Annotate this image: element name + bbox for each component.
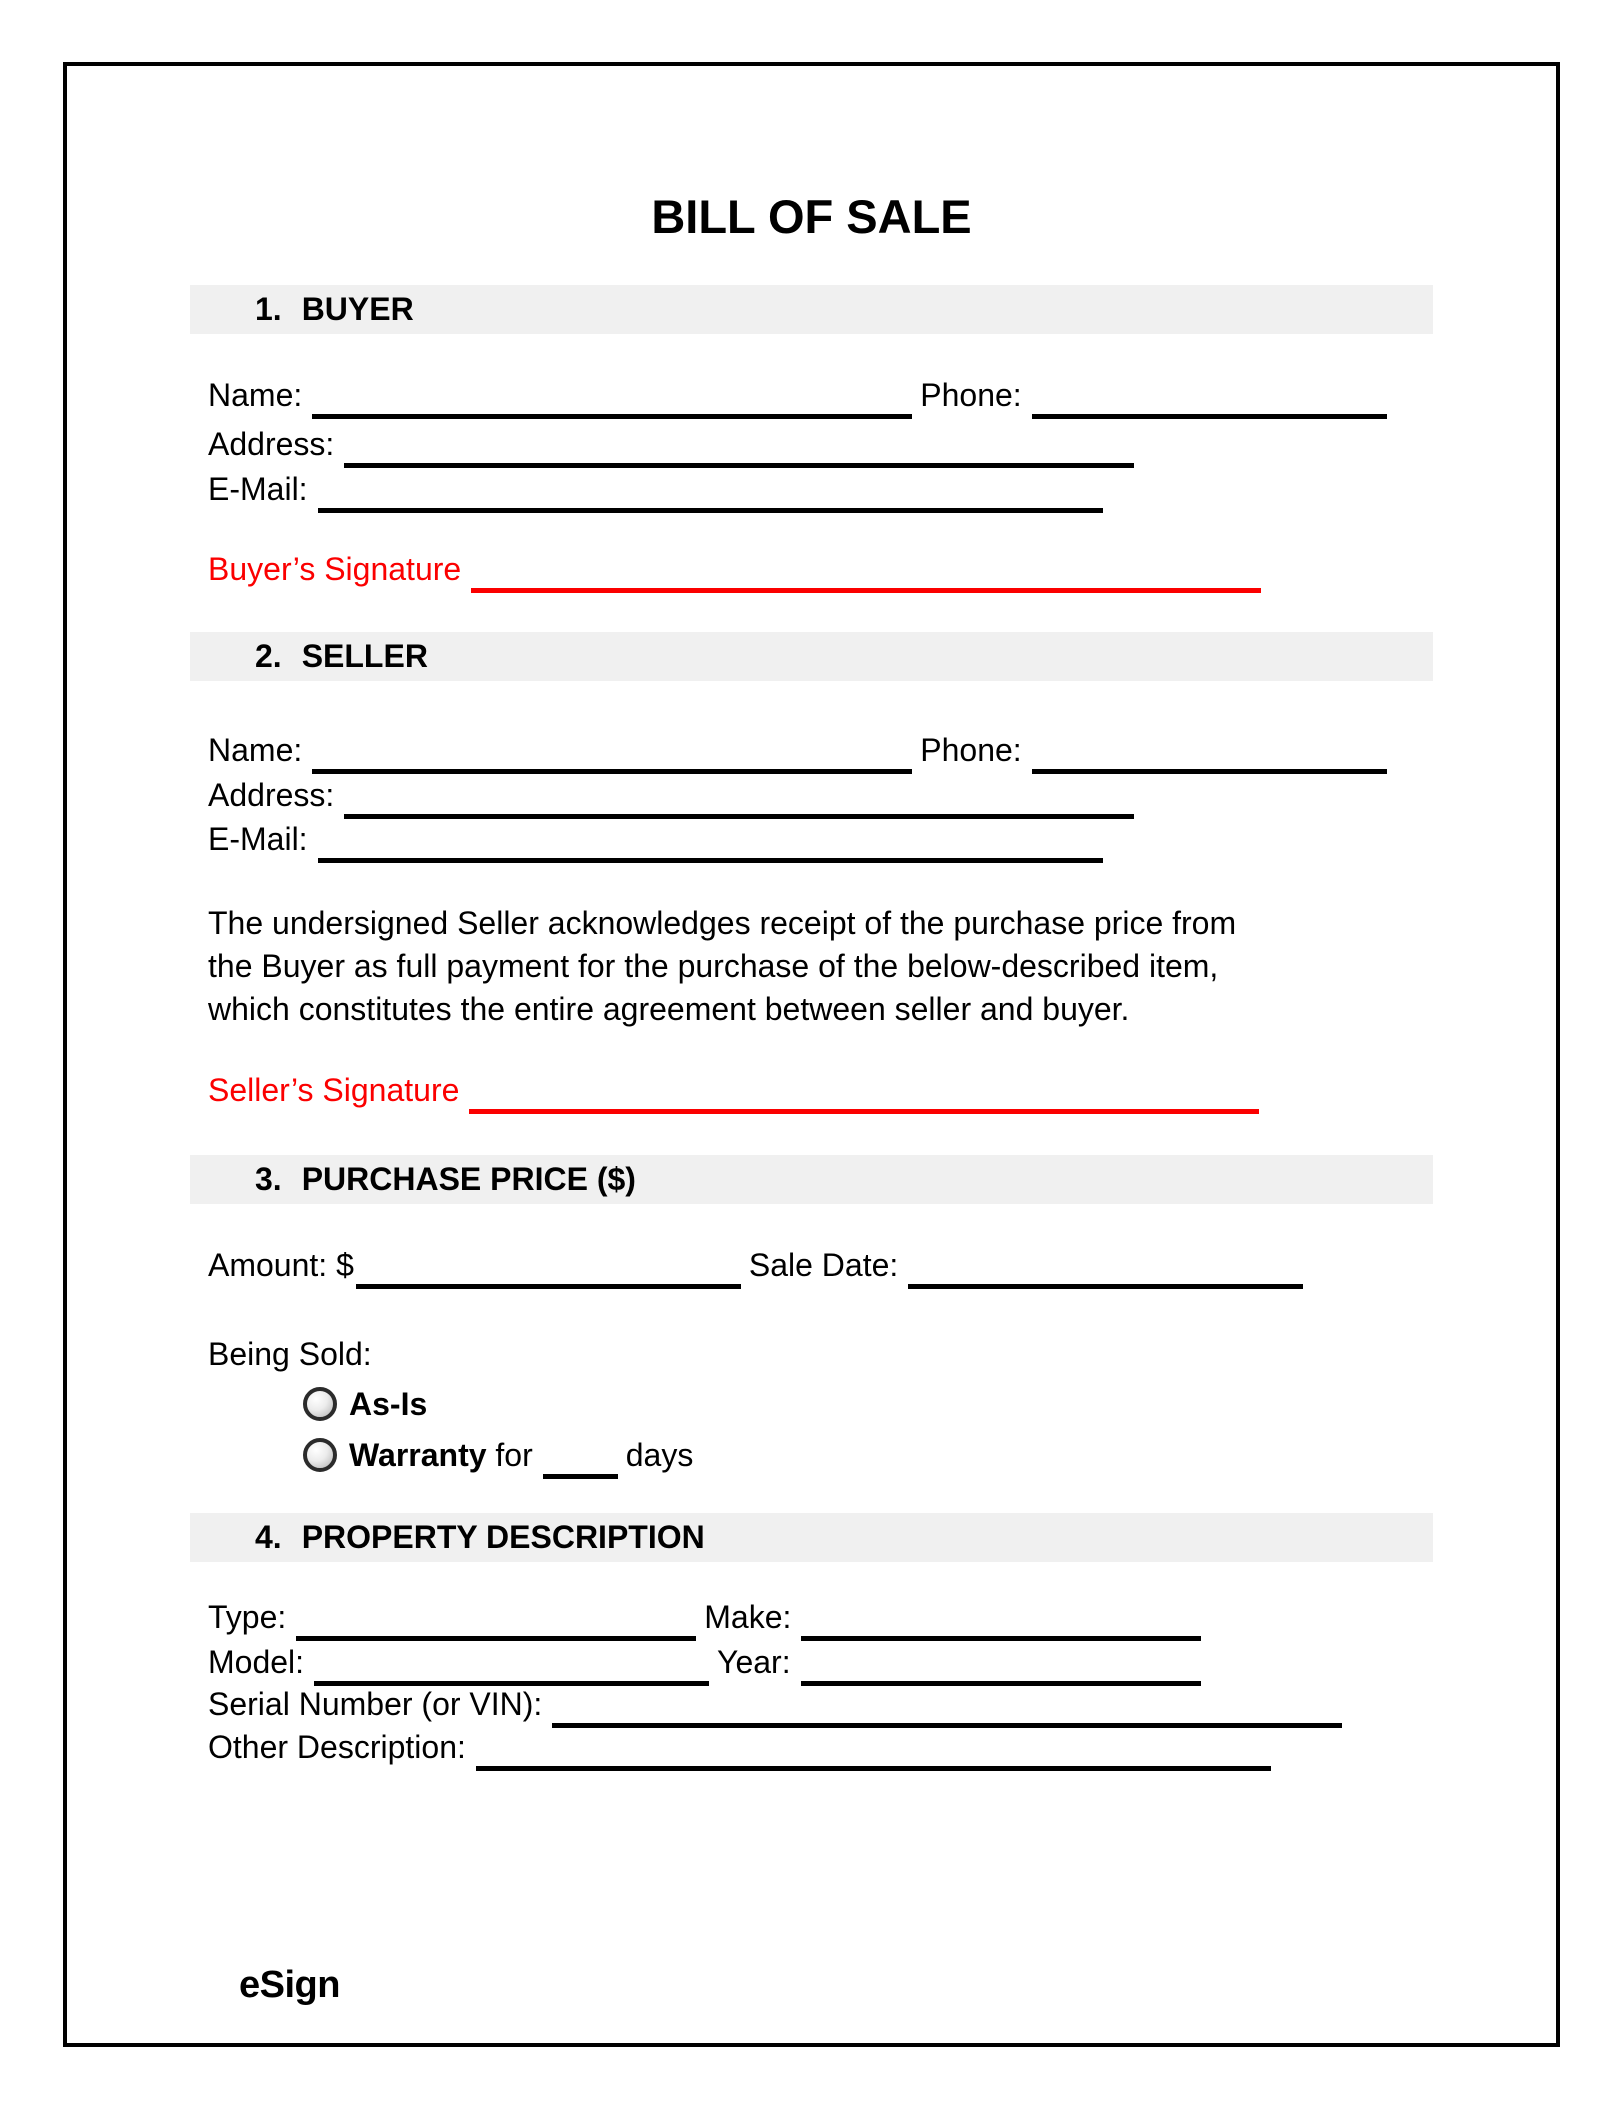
buyer-address-label: Address: xyxy=(208,426,335,462)
sale-date-field[interactable] xyxy=(908,1284,1303,1289)
buyer-address-field[interactable] xyxy=(344,463,1134,468)
type-field[interactable] xyxy=(296,1636,696,1641)
seller-name-label: Name: xyxy=(208,732,303,768)
acknowledgement-line: which constitutes the entire agreement between seller and buyer. xyxy=(208,991,1130,1027)
section-number: 1. xyxy=(255,291,282,327)
warranty-days-text: days xyxy=(625,1437,694,1473)
warranty-option-label: Warranty xyxy=(349,1437,487,1473)
make-label: Make: xyxy=(704,1599,792,1635)
other-description-label: Other Description: xyxy=(208,1729,466,1765)
section-header-seller xyxy=(190,632,1433,681)
buyer-signature-row xyxy=(208,551,1269,587)
buyer-email-field[interactable] xyxy=(318,508,1103,513)
amount-sale-date-row xyxy=(208,1247,1311,1283)
seller-phone-field[interactable] xyxy=(1032,769,1387,774)
seller-signature-field[interactable] xyxy=(469,1109,1259,1114)
seller-address-field[interactable] xyxy=(344,814,1134,819)
buyer-phone-label: Phone: xyxy=(920,377,1022,413)
seller-signature-label: Seller’s Signature xyxy=(208,1072,460,1108)
being-sold-row xyxy=(208,1336,372,1372)
buyer-signature-label: Buyer’s Signature xyxy=(208,551,462,587)
warranty-for-text: for xyxy=(495,1437,533,1473)
section-number: 3. xyxy=(255,1161,282,1197)
buyer-email-row xyxy=(208,471,1111,507)
section-title: PROPERTY DESCRIPTION xyxy=(301,1519,705,1555)
amount-label: Amount: $ xyxy=(208,1247,354,1283)
serial-number-field[interactable] xyxy=(552,1723,1342,1728)
buyer-name-phone-row xyxy=(208,377,1395,413)
seller-address-label: Address: xyxy=(208,777,335,813)
buyer-address-row xyxy=(208,426,1142,462)
amount-field[interactable] xyxy=(356,1284,741,1289)
model-year-row xyxy=(208,1644,1209,1680)
model-label: Model: xyxy=(208,1644,305,1680)
being-sold-label: Being Sold: xyxy=(208,1336,372,1372)
section-title: BUYER xyxy=(301,291,414,327)
page-title: BILL OF SALE xyxy=(651,190,972,243)
buyer-name-field[interactable] xyxy=(312,414,912,419)
buyer-email-label: E-Mail: xyxy=(208,471,308,507)
year-label: Year: xyxy=(717,1644,791,1680)
acknowledgement-line: the Buyer as full payment for the purchase of the below-described item, xyxy=(208,948,1219,984)
as-is-option-label: As-Is xyxy=(349,1386,428,1422)
serial-number-row xyxy=(208,1686,1350,1722)
warranty-days-field[interactable] xyxy=(543,1474,618,1479)
section-title: PURCHASE PRICE ($) xyxy=(301,1161,636,1197)
type-label: Type: xyxy=(208,1599,287,1635)
seller-email-label: E-Mail: xyxy=(208,821,308,857)
section-number: 4. xyxy=(255,1519,282,1555)
option-warranty-row xyxy=(303,1436,693,1474)
seller-phone-label: Phone: xyxy=(920,732,1022,768)
seller-acknowledgement xyxy=(208,902,1236,1031)
buyer-signature-field[interactable] xyxy=(471,588,1261,593)
buyer-name-label: Name: xyxy=(208,377,303,413)
seller-email-field[interactable] xyxy=(318,858,1103,863)
other-description-row xyxy=(208,1729,1279,1765)
type-make-row xyxy=(208,1599,1209,1635)
section-number: 2. xyxy=(255,638,282,674)
seller-name-field[interactable] xyxy=(312,769,912,774)
bill-of-sale-page xyxy=(63,62,1560,2047)
section-header-buyer xyxy=(190,285,1433,334)
make-field[interactable] xyxy=(801,1636,1201,1641)
seller-email-row xyxy=(208,821,1111,857)
serial-number-label: Serial Number (or VIN): xyxy=(208,1686,543,1722)
seller-address-row xyxy=(208,777,1142,813)
sale-date-label: Sale Date: xyxy=(748,1247,899,1283)
buyer-phone-field[interactable] xyxy=(1032,414,1387,419)
seller-name-phone-row xyxy=(208,732,1395,768)
other-description-field[interactable] xyxy=(476,1766,1271,1771)
esign-logo: eSign xyxy=(239,1964,340,2006)
section-title: SELLER xyxy=(301,638,428,674)
acknowledgement-line: The undersigned Seller acknowledges receipt of the purchase price from xyxy=(208,905,1237,941)
section-header-purchase-price xyxy=(190,1155,1433,1204)
seller-signature-row xyxy=(208,1072,1267,1108)
section-header-property-description xyxy=(190,1513,1433,1562)
warranty-radio-button[interactable] xyxy=(303,1438,337,1472)
as-is-radio-button[interactable] xyxy=(303,1387,337,1421)
option-as-is-row xyxy=(303,1385,427,1423)
